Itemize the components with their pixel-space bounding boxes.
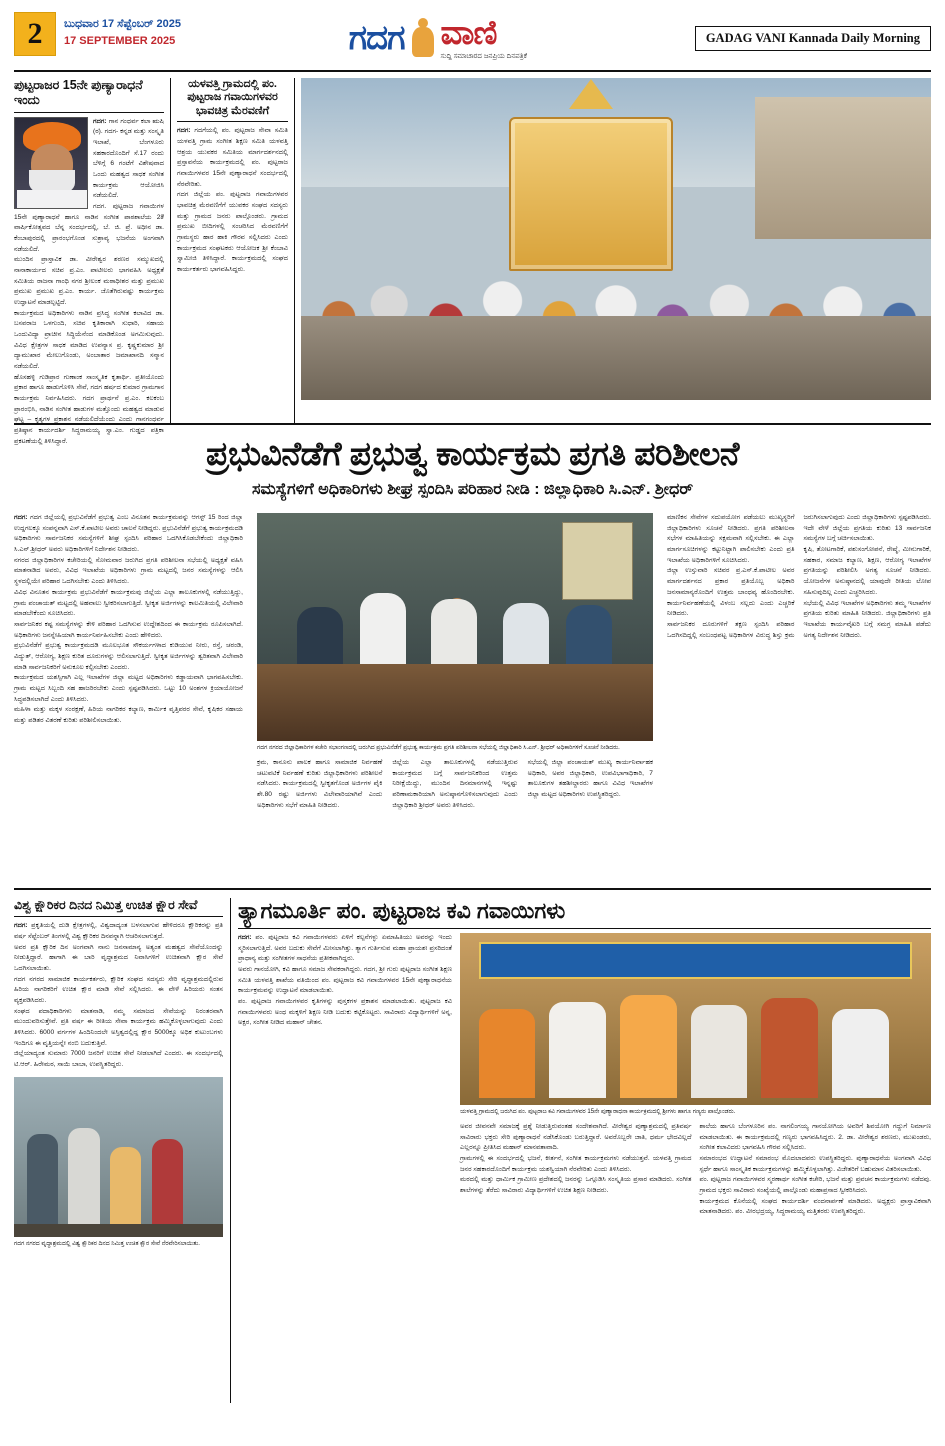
deity-emblem-icon (409, 18, 437, 58)
article-puttaraja-aradhane (14, 78, 170, 445)
barber-dateline: ಗದಗ: (14, 922, 28, 930)
date-kannada: ಬುಧವಾರ 17 ಸೆಪ್ಟೆಂಬರ್ 2025 (64, 18, 181, 30)
middle-right-text (660, 513, 931, 888)
thyagamurthy-para-2: ಅವರು ಗಾನಯೋಗಿ, ಕವಿ ಹಾಗೂ ಸಮಾಜ ಸೇವಕರಾಗಿದ್ದರು. ಗದಗ, ಶ್ರೀ ಗುರು ಪುಟ್ಟರಾಜ ಸಂಗೀತ ಶಿಕ್ಷಣ ಸಮಿತಿ ಯಳವತ್ತಿ ಶಾಖೆಯ ವತಿಯಿಂದ ಪಂ. ಪುಟ್ಟರಾಜ ಕವಿ ಗವಾಯಿಗಳವರ 15ನೇ ಪುಣ್ಯಾರಾಧನೆಯ ಕಾರ್ಯಕ್ರಮವನ್ನು ಉದ್ಘಾಟನೆ ಮಾಡಲಾಯಿತು. (238, 965, 452, 995)
meeting-photo-caption: ಗದಗ ನಗರದ ಜಿಲ್ಲಾಧಿಕಾರಿಗಳ ಕಚೇರಿ ಸಭಾಂಗಣದಲ್ಲಿ ಜರುಗಿದ ಪ್ರಭುವಿನೆಡೆಗೆ ಪ್ರಭುತ್ವ ಕಾರ್ಯಕ್ರಮ ಪ್ರಗತಿ ಪರಿಶೀಲನಾ ಸಭೆಯಲ್ಲಿ ಜಿಲ್ಲಾಧಿಕಾರಿ ಸಿ.ಎನ್. ಶ್ರೀಧರ್ ಅಧಿಕಾರಿಗಳಿಗೆ ಸೂಚನೆ ನೀಡಿದರು. (257, 745, 620, 752)
swamiji-portrait-photo (14, 117, 88, 209)
article1-headline: ಪುಟ್ಟರಾಜರ 15ನೇ ಪುಣ್ಯಾರಾಧನೆ ಇಂದು (14, 78, 164, 113)
felicitation-photo (460, 933, 931, 1105)
logo-text-vani: ವಾಣಿ (440, 14, 497, 53)
barber-service-photo (14, 1077, 223, 1237)
middle-section (14, 513, 931, 888)
thyagamurthy-para-1: ಗದಗ: ಪಂ. ಪುಟ್ಟರಾಜ ಕವಿ ಗವಾಯಿಗಳವರು ಏಳಿಗೆ ಕಲ್ಪನೆಗಳ್ಳು ಏಮಾಹಿತಿಯು ಅವರನ್ನು ಇಂದು ಸ್ಮರಿಸಲಾಗುತ್ತಿದೆ. ಅವರ ಬದುಕು ಸೇವೆಗೆ ಮೀಸಲಾಗಿತ್ತು. ತ್ಯಾಗ ಗುರ್ತಿಸುವ ಮಹಾ ಪ್ರಾಯಶಃ ಪ್ರಸರಿದಂತೆ ಪ್ರಾಧಾನ್ಯ ಮತ್ತು ಸಂಗೀತಗಳ ಸಾಧನೆಯ ಪ್ರತೀಕವಾಗಿದ್ದರು. (238, 933, 452, 963)
thyagamurthy-col2 (460, 1122, 692, 1218)
thyagamurthy-col3 (700, 1122, 932, 1218)
article1-para3: ಮುಂದಿನ ಪ್ರಾಸ್ತಾವಿಕ ಡಾ. ವೀರೇಶ್ವರ ಶರಣರ ಸಮ್ಮುಖದಲ್ಲಿ ನಾನಾಕಾರ್ಯದ ಸಚಿವ ಪ್ರ.ಎಂ. ಪಾಟೀಲರು ಭಾಗವಹಿಸಿ ಅಧ್ಯಕ್ಷತೆ ಸಮಿತಿಯ ರಾಜನಾ ಗಾಂಧಿ ನಗರ ಶ್ರೀಲಂಕ ಮಠಾಧೀಶರ ಮತ್ತು ಪ್ರಮುಖ ಪ್ರಮುಖ ಪ್ರಮುಖ ಪ್ರ.ಎಂ. ಕಾರ್ಯ. ಜೊತೆಗಿರುವಷ್ಟು ಕಾರ್ಯಕ್ರಮ ಉದ್ಘಾಟನೆ ಮಾಡಲ್ಪಟ್ಟಿದೆ. (14, 256, 164, 306)
middle-para-7: ಮಹಿಳಾ ಮತ್ತು ಮಕ್ಕಳ ಸಂರಕ್ಷಣೆ, ಹಿರಿಯ ನಾಗರಿಕರ ಕಲ್ಯಾಣ, ಕಾರ್ಮಿಕ ವೃತ್ತಿಪರರ ಸೇವೆ, ಕೃಷಿಕರ ಸಹಾಯ ಮತ್ತು ಪಡಿತರ ವಿತರಣೆ ಕುರಿತು ಪರಿಶೀಲಿಸಲಾಯಿತು. (14, 706, 243, 724)
thyagamurthy-col3-para-1: ಶಾಲೆಯ ಹಾಗೂ ಬೆಂಗಳೂರಿನ ಪಂ. ನಾಗಲಿಂಗಯ್ಯ ಗಾನಯೋಗಿಯ ಅವರಿಗೆ ಶಿವಯೋಗಿ ಗದ್ದುಗೆ ನಿರ್ಮಾಣ ಮಾಡಲಾಯಿತು. ಈ ಕಾರ್ಯಕ್ರಮದಲ್ಲಿ ಗಣ್ಯರು ಭಾಗವಹಿಸಿದ್ದರು. 2. ಡಾ. ವೀರೇಶ್ವರ ಶರಣರು, ಮುಖಂಡರು, ಸಂಗೀತ ಕಲಾವಿದರು ಭಾಗವಹಿಸಿ ಗೌರವ ಸಲ್ಲಿಸಿದರು. (699, 1122, 931, 1152)
barber-para-1: ಗದಗ: ಪ್ರಕೃತಿಯಲ್ಲಿ ದುಡಿ ಕ್ಷೇತ್ರಗಳಲ್ಲಿ, ವಿಶ್ವದಾದ್ಯಂತ ಬಳಸಲಾಗುವ ಹೇಳಿದರೂ ಕ್ಷೌರಿಕರನ್ನು ಪ್ರತಿ ವರ್ಷ ಸೆಪ್ಟೆಂಬರ್ ತಿಂಗಳಲ್ಲಿ ವಿಶ್ವ ಕ್ಷೌರಿಕರ ದಿನವನ್ನಾಗಿ ಆಚರಿಸಲಾಗುತ್ತದೆ. (14, 922, 223, 941)
felicitation-photo-caption: ಯಳವತ್ತಿ ಗ್ರಾಮದಲ್ಲಿ ಜರುಗಿದ ಪಂ. ಪುಟ್ಟರಾಜ ಕವಿ ಗವಾಯಿಗಳವರ 15ನೇ ಪುಣ್ಯಾರಾಧನಾ ಕಾರ್ಯಕ್ರಮದಲ್ಲಿ ಶ್ರೀಗಳು ಹಾಗೂ ಗಣ್ಯರು ಪಾಲ್ಗೊಂಡರು. (460, 1108, 736, 1115)
thyagamurthy-col3-para-3: ಪಂ. ಪುಟ್ಟರಾಜ ಗವಾಯಿಗಳವರ ಸ್ಮರಣಾರ್ಥ ಸಂಗೀತ ಕಚೇರಿ, ಭಜನೆ ಮತ್ತು ಪ್ರವಚನ ಕಾರ್ಯಕ್ರಮಗಳು ನಡೆದವು. ಗ್ರಾಮದ ಭಕ್ತರು ಸಾವಿರಾರು ಸಂಖ್ಯೆಯಲ್ಲಿ ಪಾಲ್ಗೊಂಡು ಮಹಾಪ್ರಸಾದ ಸ್ವೀಕರಿಸಿದರು. (699, 1176, 931, 1194)
middle-center-para-2: ಜಿಲ್ಲೆಯ ಎಲ್ಲಾ ತಾಲೂಕುಗಳಲ್ಲಿ ನಡೆಯುತ್ತಿರುವ ಕಾರ್ಯಕ್ರಮದ ಬಗ್ಗೆ ಸಾರ್ವಜನಿಕರಿಂದ ಉತ್ತಮ ನಿರೀಕ್ಷೆಯಿದ್ದು, ಮುಂದಿನ ದಿನಮಾನಗಳಲ್ಲಿ ಇನ್ನಷ್ಟು ಪರಿಣಾಮಕಾರಿಯಾಗಿ ಅನುಷ್ಠಾನಗೊಳಿಸಲಾಗುವುದು ಎಂದು ಜಿಲ್ಲಾಧಿಕಾರಿ ಶ್ರೀಧರ್ ಅವರು ತಿಳಿಸಿದರು. (392, 759, 518, 809)
bottom-section (14, 898, 931, 1403)
barber-para-5: ಜಿಲ್ಲೆಯಾದ್ಯಂತ ಸುಮಾರು 7000 ಜನರಿಗೆ ಉಚಿತ ಸೇವೆ ನೀಡಲಾಗಿದೆ ಎಂದರು. ಈ ಸಂದರ್ಭದಲ್ಲಿ ಟಿ.ಆರ್. ಹಿರೇಮಠ, ಸಾಯಿ ಬಾಬಾ, ಉಪಸ್ಥಿತರಿದ್ದರು. (14, 1050, 223, 1069)
top-section (14, 78, 931, 445)
middle-right-columns (667, 513, 931, 641)
middle-para-2: ನಗರದ ಜಿಲ್ಲಾಧಿಕಾರಿಗಳ ಕಚೇರಿಯಲ್ಲಿ ಸೋಮವಾರ ಜರುಗಿದ ಪ್ರಗತಿ ಪರಿಶೀಲನಾ ಸಭೆಯಲ್ಲಿ ಅಧ್ಯಕ್ಷತೆ ವಹಿಸಿ ಮಾತನಾಡಿದ ಅವರು, ವಿವಿಧ ಇಲಾಖೆಯ ಅಧಿಕಾರಿಗಳು ಗ್ರಾಮ ಮಟ್ಟದಲ್ಲಿ ಜನರ ಸಮಸ್ಯೆಗಳನ್ನು ಆಲಿಸಿ ಸ್ಥಳದಲ್ಲಿಯೇ ಪರಿಹಾರ ಒದಗಿಸಬೇಕು ಎಂದು ತಿಳಿಸಿದರು. (14, 556, 243, 586)
date-english: 17 SEPTEMBER 2025 (64, 34, 176, 47)
middle-center-block (250, 513, 660, 888)
thyagamurthy-col3-para-2: ಸಮಾರಂಭದ ಉದ್ಘಾಟನೆ ಸಮಾರಂಭ ಮೊದಲಾದವರು ಉಪಸ್ಥಿತರಿದ್ದರು. ಪುಣ್ಯಾರಾಧನೆಯ ಅಂಗವಾಗಿ ವಿವಿಧ ಸ್ಪರ್ಧೆ ಹಾಗೂ ಸಾಂಸ್ಕೃತಿಕ ಕಾರ್ಯಕ್ರಮಗಳನ್ನು ಹಮ್ಮಿಕೊಳ್ಳಲಾಗಿತ್ತು. ವಿಜೇತರಿಗೆ ಬಹುಮಾನ ವಿತರಿಸಲಾಯಿತು. (699, 1154, 931, 1173)
procession-photo (301, 78, 931, 400)
thyagamurthy-col2-para-2: ಗ್ರಾಮಗಳಲ್ಲಿ ಈ ಸಂದರ್ಭದಲ್ಲಿ ಭಜನೆ, ಕೀರ್ತನೆ, ಸಂಗೀತ ಕಾರ್ಯಕ್ರಮಗಳು ನಡೆಯುತ್ತವೆ. ಯಳವತ್ತಿ ಗ್ರಾಮದ ಜನರ ಸಹಕಾರದೊಂದಿಗೆ ಕಾರ್ಯಕ್ರಮ ಯಶಸ್ವಿಯಾಗಿ ನೆರವೇರಿತು ಎಂದು ತಿಳಿಸಿದರು. (460, 1154, 692, 1173)
middle-right-para-3: ಸಾರ್ವಜನಿಕರ ದೂರುಗಳಿಗೆ ತಕ್ಷಣ ಸ್ಪಂದಿಸಿ ಪರಿಹಾರ ಒದಗಿಸದಿದ್ದಲ್ಲಿ ಸಂಬಂಧಪಟ್ಟ ಅಧಿಕಾರಿಗಳ ವಿರುದ್ಧ ಶಿಸ್ತು ಕ್ರಮ ಜರುಗಿಸಲಾಗುವುದು ಎಂದು ಜಿಲ್ಲಾಧಿಕಾರಿಗಳು ಸ್ಪಷ್ಟಪಡಿಸಿದರು. ಇದೇ ವೇಳೆ ಜಿಲ್ಲೆಯ ಪ್ರಗತಿಯ ಕುರಿತು 13 ಸಾರ್ವಜನಿಕ ಸಮಸ್ಯೆಗಳ ಬಗ್ಗೆ ಚರ್ಚಿಸಲಾಯಿತು. (667, 514, 931, 639)
middle-center-para-3: ಸಭೆಯಲ್ಲಿ ಜಿಲ್ಲಾ ಪಂಚಾಯತ್ ಮುಖ್ಯ ಕಾರ್ಯನಿರ್ವಾಹಕ ಅಧಿಕಾರಿ, ಅಪರ ಜಿಲ್ಲಾಧಿಕಾರಿ, ಉಪವಿಭಾಗಾಧಿಕಾರಿ, 7 ತಾಲೂಕುಗಳ ತಹಶೀಲ್ದಾರರು ಹಾಗೂ ವಿವಿಧ ಇಲಾಖೆಗಳ ಜಿಲ್ಲಾ ಮಟ್ಟದ ಅಧಿಕಾರಿಗಳು ಉಪಸ್ಥಿತರಿದ್ದರು. (527, 759, 653, 799)
middle-para-3: ವಿವಿಧ ವಿನೂತನ ಕಾರ್ಯಕ್ರಮ ಪ್ರಭುವಿನೆಡೆಗೆ ಕಾರ್ಯಕ್ರಮವು ಜಿಲ್ಲೆಯ ಎಲ್ಲಾ ತಾಲೂಕುಗಳಲ್ಲಿ ನಡೆಯುತ್ತಿದ್ದು, ಗ್ರಾಮ ಪಂಚಾಯತ್ ಮಟ್ಟದಲ್ಲಿ ಅಹವಾಲು ಸ್ವೀಕರಿಸಲಾಗುತ್ತಿದೆ. ಸ್ವೀಕೃತ ಅರ್ಜಿಗಳನ್ನು ಕಾಲಮಿತಿಯಲ್ಲಿ ವಿಲೇವಾರಿ ಮಾಡಬೇಕೆಂದು ಸೂಚಿಸಿದರು. (14, 588, 243, 618)
barber-photo-caption: ಗದಗ ನಗರದ ವೃದ್ಧಾಶ್ರಮದಲ್ಲಿ ವಿಶ್ವ ಕ್ಷೌರಿಕರ ದಿನದ ನಿಮಿತ್ತ ಉಚಿತ ಕ್ಷೌರ ಸೇವೆ ನೆರವೇರಿಸಲಾಯಿತು. (14, 1240, 200, 1247)
article2-headline: ಯಳವತ್ತಿ ಗ್ರಾಮದಲ್ಲಿ ಪಂ. ಪುಟ್ಟರಾಜ ಗವಾಯಿಗಳವರ ಭಾವಚಿತ್ರ ಮೆರವಣಿಗೆ (177, 78, 288, 122)
date-block (64, 10, 181, 66)
thyagamurthy-col3-para-4: ಕಾರ್ಯಕ್ರಮದ ಕೊನೆಯಲ್ಲಿ ಸಂಘದ ಕಾರ್ಯದರ್ಶಿ ವಂದನಾರ್ಪಣೆ ಮಾಡಿದರು. ಅಧ್ಯಕ್ಷರು ಪ್ರಾಸ್ತಾವಿಕವಾಗಿ ಮಾತನಾಡಿದರು. ಪಂ. ವೀರಭದ್ರಯ್ಯ, ಸಿದ್ಧರಾಮಯ್ಯ ಮತ್ತಿತರರು ಉಪಸ್ಥಿತರಿದ್ದರು. (699, 1197, 931, 1216)
middle-dateline: ಗದಗ: (14, 514, 28, 522)
barber-article-headline: ವಿಶ್ವ ಕ್ಷೌರಿಕರ ದಿನದ ನಿಮಿತ್ತ ಉಚಿತ ಕ್ಷೌರ ಸೇವೆ (14, 898, 223, 917)
article2-para1: ಗದಗ: ಗದಗೆಯಲ್ಲಿ ಪಂ. ಪುಟ್ಟರಾಜ ಸೇವಾ ಸಮಿತಿ ಯಳವತ್ತಿ ಗ್ರಾಮ ಸಂಗೀತ ಶಿಕ್ಷಣ ಸಮಿತಿ ಯಳವತ್ತಿ ಆಶ್ರಯ ಯುವಕರ ಸಮಿತಿಯ ಮಾರ್ಗದರ್ಶನದಲ್ಲಿ ಪ್ರಸ್ತಾವನೆಯ ಕಾರ್ಯಕ್ರಮದಲ್ಲಿ ಪಂ. ಪುಟ್ಟರಾಜ ಗವಾಯಿಗಳವರ 15ನೇ ಪುಣ್ಯಾರಾಧನೆ ಸಂದರ್ಭದಲ್ಲಿ ನೆರವೇರಿತು. (177, 127, 288, 188)
logo-subtitle: ಸುದ್ದಿ ಸಮಾಚಾರದ ಜನಪ್ರಿಯ ದಿನಪತ್ರಿಕೆ (440, 53, 528, 61)
thyagamurthy-col2-para-1: ಅವರ ಜೀವನವೇ ಸಮಾಜಕ್ಕೆ ಪ್ರಶ್ನೆ ನೀಡುತ್ತಿರುವಂತಹ ಸಂದೇಶವಾಗಿದೆ. ವೀರೇಶ್ವರ ಪುಣ್ಯಾಶ್ರಮದಲ್ಲಿ ಪ್ರತಿವರ್ಷ ಸಾವಿರಾರು ಭಕ್ತರು ಸೇರಿ ಪುಣ್ಯಾರಾಧನೆ ನಡೆಸಿಕೊಂಡು ಬರುತ್ತಿದ್ದಾರೆ. ಅವರೊಬ್ಬರೇ ಜಾತಿ, ಧರ್ಮ ಭೇದವಿಲ್ಲದೆ ಎಲ್ಲರನ್ನೂ ಪ್ರೀತಿಸಿದ ಮಹಾನ್ ಮಾನವತಾವಾದಿ. (460, 1122, 692, 1152)
masthead (14, 10, 931, 72)
middle-center-columns (257, 758, 653, 811)
middle-para-1: ಗದಗ: ಗದಗ ಜಿಲ್ಲೆಯಲ್ಲಿ ಪ್ರಭುವಿನೆಡೆಗೆ ಪ್ರಭುತ್ವ ಎಂಬ ವಿನೂತನ ಕಾರ್ಯಕ್ರಮವನ್ನು ಆಗಸ್ಟ್ 15 ರಿಂದ ಜಿಲ್ಲಾ ಉದ್ದಗಲಕ್ಕೂ ಸಂಪನ್ನವಾಗಿ ಎಸ್.ಕೆ.ಪಾಟೀಲ ಅವರು ಚಾಲನೆ ನೀಡಿದ್ದರು. ಪ್ರಭುವಿನೆಡೆಗೆ ಪ್ರಭುತ್ವ ಕಾರ್ಯಕ್ರಮದಡಿ ಅಧಿಕಾರಿಗಳು ಸಾರ್ವಜನಿಕರ ಸಮಸ್ಯೆಗಳಿಗೆ ಶೀಘ್ರ ಸ್ಪಂದಿಸಿ ಪರಿಹಾರ ಒದಗಿಸಿಕೊಡಬೇಕೆಂದು ಜಿಲ್ಲಾಧಿಕಾರಿ ಸಿ.ಎನ್.ಶ್ರೀಧರ್ ಅವರು ಅಧಿಕಾರಿಗಳಿಗೆ ನಿರ್ದೇಶನ ನೀಡಿದರು. (14, 514, 243, 554)
middle-para-6: ಕಾರ್ಯಕ್ರಮದ ಯಶಸ್ಸಿಗಾಗಿ ಎಲ್ಲ ಇಲಾಖೆಗಳ ಜಿಲ್ಲಾ ಮಟ್ಟದ ಅಧಿಕಾರಿಗಳು ಕಡ್ಡಾಯವಾಗಿ ಭಾಗವಹಿಸಬೇಕು. ಗ್ರಾಮ ಮಟ್ಟದ ಸಿಬ್ಬಂದಿ ಸಹ ಹಾಜರಿರಬೇಕು ಎಂದು ಸ್ಪಷ್ಟಪಡಿಸಿದರು. ಒಟ್ಟು 10 ಅಂಶಗಳ ಕ್ರಿಯಾಯೋಜನೆ ಸಿದ್ಧಪಡಿಸಲಾಗಿದೆ ಎಂದು ತಿಳಿಸಿದರು. (14, 674, 243, 703)
english-masthead-title: GADAG VANI Kannada Daily Morning (695, 26, 931, 51)
article1-dateline: ಗದಗ: (93, 117, 107, 125)
middle-para-4: ಸಾರ್ವಜನಿಕರ ಕಷ್ಟ ಸಮಸ್ಯೆಗಳನ್ನು ಕೇಳಿ ಪರಿಹಾರ ಒದಗಿಸುವ ಉದ್ದೇಶದಿಂದ ಈ ಕಾರ್ಯಕ್ರಮ ರೂಪಿಸಲಾಗಿದೆ. ಅಧಿಕಾರಿಗಳು ಜನಸ್ನೇಹಿಯಾಗಿ ಕಾರ್ಯನಿರ್ವಹಿಸಬೇಕು ಎಂದು ಹೇಳಿದರು. (14, 620, 243, 639)
middle-right-para-5: ಸಭೆಯಲ್ಲಿ ವಿವಿಧ ಇಲಾಖೆಗಳ ಅಧಿಕಾರಿಗಳು ತಮ್ಮ ಇಲಾಖೆಗಳ ಪ್ರಗತಿಯ ಕುರಿತು ಮಾಹಿತಿ ನೀಡಿದರು. ಜಿಲ್ಲಾಧಿಕಾರಿಗಳು ಪ್ರತಿ ಇಲಾಖೆಯ ಕಾರ್ಯವೈಖರಿ ಬಗ್ಗೆ ಸಮಗ್ರ ಮಾಹಿತಿ ಪಡೆದು ಅಗತ್ಯ ನಿರ್ದೇಶನ ನೀಡಿದರು. (803, 599, 931, 639)
article1-para2: ಗದಗ. ಪುಟ್ಟರಾಜ ಗವಾಯಿಗಳ 15ನೇ ಪುಣ್ಯಾರಾಧನೆ ಹಾಗೂ ನಾಡಿನ ಸಂಗೀತ ಪಾಠಶಾಲೆಯ 28ೆ ವಾರ್ಷಿಕೋತ್ಸವದ ಬೆನ್ನ ಸಂದರ್ಭದಲ್ಲಿ, ಬೆ. ಜಿ. ಪ್ರೆ. ಅಧೀನ ಡಾ. ಕೆಂಬಾಪುರದಲ್ಲಿ ಪ್ರಾರಂಭಗೊಂಡ ಸುಶ್ರಾವ್ಯ ಭಜನೆಯ ಅಂಗವಾಗಿ ನಡೆಯಲಿದೆ. (14, 202, 164, 253)
article-yalavatti-procession (170, 78, 294, 423)
page-number: 2 (14, 12, 56, 56)
banner-subheadline: ಸಮಸ್ಯೆಗಳಿಗೆ ಅಧಿಕಾರಿಗಳು ಶೀಘ್ರ ಸ್ಪಂದಿಸಿ ಪರಿಹಾರ ನೀಡಿ : ಜಿಲ್ಲಾಧಿಕಾರಿ ಸಿ.ಎನ್. ಶ್ರೀಧರ್ (251, 480, 693, 498)
thyagamurthy-headline: ತ್ಯಾಗಮೂರ್ತಿ ಪಂ. ಪುಟ್ಟರಾಜ ಕವಿ ಗವಾಯಿಗಳು (238, 898, 931, 929)
logo-text-gadag: ಗದಗ (348, 18, 405, 57)
thyagamurthy-col1 (238, 933, 452, 1117)
thyagamurthy-right-block (460, 933, 931, 1117)
barber-para-3: ಗದಗ ನಗರದ ಸಾಮಾಜಿಕ ಕಾರ್ಯಕರ್ತರು, ಕ್ಷೌರಿಕ ಸಂಘದ ಸದಸ್ಯರು ಸೇರಿ ವೃದ್ಧಾಶ್ರಮದಲ್ಲಿರುವ ಹಿರಿಯ ನಾಗರಿಕರಿಗೆ ಉಚಿತ ಕ್ಷೌರ ಮಾಡಿ ಸೇವೆ ಸಲ್ಲಿಸಿದರು. ಈ ವೇಳೆ ಹಿರಿಯರು ಸಂತಸ ವ್ಯಕ್ತಪಡಿಸಿದರು. (14, 975, 223, 1005)
banner-headline: ಪ್ರಭುವಿನೆಡೆಗೆ ಪ್ರಭುತ್ವ ಕಾರ್ಯಕ್ರಮ ಪ್ರಗತಿ ಪರಿಶೀಲನೆ (205, 435, 740, 472)
thyagamurthy-col1-cont (238, 1122, 452, 1218)
middle-para-5: ಪ್ರಭುವಿನೆಡೆಗೆ ಪ್ರಭುತ್ವ ಕಾರ್ಯಕ್ರಮದಡಿ ಮೂಲಭೂತ ಸೌಕರ್ಯಗಳಾದ ಕುಡಿಯುವ ನೀರು, ರಸ್ತೆ, ಚರಂಡಿ, ವಿದ್ಯುತ್, ಆರೋಗ್ಯ, ಶಿಕ್ಷಣ ಕುರಿತ ದೂರುಗಳನ್ನು ಆಲಿಸಲಾಗುತ್ತಿದೆ. ಸ್ವೀಕೃತ ಅರ್ಜಿಗಳನ್ನು ತ್ವರಿತವಾಗಿ ವಿಲೇವಾರಿ ಮಾಡಿ ಸಾರ್ವಜನಿಕರಿಗೆ ಅನುಕೂಲ ಕಲ್ಪಿಸಬೇಕು ಎಂದರು. (14, 642, 243, 671)
middle-left-text (14, 513, 250, 888)
article1-para4: ಕಾರ್ಯಕ್ರಮದ ಅಧಿಕಾರಿಗಳು ನಾಡಿನ ಪ್ರಸಿದ್ಧ ಸಂಗೀತ ಕಲಾವಿದ ಡಾ. ಬಸವರಾಜ ಒಳಗುಂದಿ, ಸಚಿವ ಕೃತಿಕಾರಾಗಿ ಸುಧಾರಿ, ಸಹಾಯ ಒಂದುವಿದ್ಯಾ ಪ್ರಾಚೀನ ಸಿದ್ಧಿಯೆನೆಂದ ಮಾಡಿಕೊಂಡ ಅಗಮಿಸುವುದು. ವಿವಿಧ ಕ್ಷೇತ್ರಗಳ ಸಾಧಕ ಮಾಡಿದ ಉಪನ್ಯಾಸ ಪ್ರ. ಕೃಷ್ಣಕುಮಾರ ಶ್ರೀ ದ್ಯಾಮುಖಾರ ಮೇಲುಗೊಂಡು, ಅಂಬಾತಾರ ಜಮಾಖಾನದಿ ಸನ್ಮಾನ ನಡೆಯಲಿದೆ. (14, 309, 164, 370)
thyagamurthy-para-3: ಪಂ. ಪುಟ್ಟರಾಜ ಗವಾಯಿಗಳವರ ಕೃತಿಗಳನ್ನು ಪುಸ್ತಕಗಳ ಪ್ರಕಾಶನ ಮಾಡಲಾಯಿತು. ಪುಟ್ಟರಾಜ ಕವಿ ಗವಾಯಿಗಳವರು ಅಂಧ ಮಕ್ಕಳಿಗೆ ಶಿಕ್ಷಣ ನೀಡಿ ಬದುಕು ಕಟ್ಟಿಕೊಟ್ಟರು. ಸಾವಿರಾರು ವಿದ್ಯಾರ್ಥಿಗಳಿಗೆ ಅನ್ನ, ಅಕ್ಷರ, ಸಂಗೀತ ನೀಡಿದ ಮಹಾನ್ ಚೇತನ. (238, 997, 452, 1027)
middle-right-para-1: ಮಾಣಿಕನ ಸೇವೆಗಳ ಸದುಪಯೋಗ ಪಡೆಯಲು ಮುಖ್ಯಸ್ಥರಿಗೆ ಜಿಲ್ಲಾಧಿಕಾರಿಗಳು ಸೂಚನೆ ನೀಡಿದರು. ಪ್ರಗತಿ ಪರಿಶೀಲನಾ ಸಭೆಗಳ ಮಾಹಿತಿಯನ್ನು ಸಕ್ಷಮವಾಗಿ ಸಲ್ಲಿಸಬೇಕು. ಈ ಎಲ್ಲಾ ಮಾರ್ಗಸೂಚಿಗಳನ್ನು ಕಟ್ಟುನಿಟ್ಟಾಗಿ ಪಾಲಿಸಬೇಕು ಎಂದು ಪ್ರತಿ ಇಲಾಖೆಯ ಅಧಿಕಾರಿಗಳಿಗೆ ಸೂಚಿಸಿದರು. (667, 514, 795, 564)
article2-para2: ಗದಗ ಜಿಲ್ಲೆಯ ಪಂ. ಪುಟ್ಟರಾಜ ಗವಾಯಿಗಳವರ ಭಾವಚಿತ್ರ ಮೆರವಣಿಗೆಗೆ ಯುವಕರ ಸಂಘದ ಸದಸ್ಯರು ಮತ್ತು ಗ್ರಾಮದ ಜನರು ಪಾಲ್ಗೊಂಡರು. ಗ್ರಾಮದ ಪ್ರಮುಖ ಬೀದಿಗಳಲ್ಲಿ ಸಂಚರಿಸಿದ ಮೆರವಣಿಗೆಗೆ ಗ್ರಾಮಸ್ಥರು ಹಾರ ಹಾಕಿ ಗೌರವ ಸಲ್ಲಿಸಿದರು ಎಂದು ಕಾರ್ಯಕ್ರಮದ ಸಂಘಟಕರು ಆಯೋಜಕ ಶ್ರೀ ಕೆಂಬಾವಿ ಸ್ವಾಮೀಜಿ ತಿಳಿಸಿದ್ದಾರೆ. ಕಾರ್ಯಕ್ರಮದಲ್ಲಿ ಸಂಘದ ಕಾರ್ಯಕರ್ತರು ಭಾಗವಹಿಸಿದ್ದರು. (177, 191, 288, 273)
top-photo-block (294, 78, 931, 423)
thyagamurthy-dateline: ಗದಗ: (238, 933, 252, 941)
section-divider-2 (14, 888, 931, 890)
article2-dateline: ಗದಗ: (177, 127, 191, 135)
barber-para-4: ಸಂಘದ ಪದಾಧಿಕಾರಿಗಳು ಮಾತನಾಡಿ, ನಮ್ಮ ಸಮಾಜದ ಸೇವೆಯನ್ನು ನಿರಂತರವಾಗಿ ಮುಂದುವರಿಸುತ್ತೇವೆ. ಪ್ರತಿ ವರ್ಷ ಈ ರೀತಿಯ ಸೇವಾ ಕಾರ್ಯಕ್ರಮ ಹಮ್ಮಿಕೊಳ್ಳಲಾಗುವುದು ಎಂದು ತಿಳಿಸಿದರು. 6000 ವರ್ಗಗಳ ಹಿಂದಿನಿಂದಲೇ ಅಸ್ತಿತ್ವದಲ್ಲಿದ್ದ ಕ್ಷೌರ 5000ಕ್ಕೂ ಅಧಿಕ ಕುಟುಂಬಗಳು ಇಂದಿಗೂ ಈ ವೃತ್ತಿಯನ್ನೇ ನಂಬಿ ಬದುಕುತ್ತಿವೆ. (14, 1007, 223, 1047)
thyagamurthy-col2-para-3: ಮಠದಲ್ಲಿ ಮತ್ತು ಧಾರ್ಮಿಕ ಗ್ರಾಮೀಣ ಪ್ರದೇಶದಲ್ಲಿ ಜನರನ್ನು ಒಗ್ಗೂಡಿಸಿ ಸಂಸ್ಕೃತಿಯ ಪ್ರಸಾರ ಮಾಡಿದರು. ಸಂಗೀತ ಶಾಲೆಗಳನ್ನು ತೆರೆದು ಸಾವಿರಾರು ವಿದ್ಯಾರ್ಥಿಗಳಿಗೆ ಉಚಿತ ಶಿಕ್ಷಣ ನೀಡಿದರು. (460, 1176, 692, 1194)
middle-right-para-4: ಕೃಷಿ, ತೋಟಗಾರಿಕೆ, ಪಶುಸಂಗೋಪನೆ, ರೇಷ್ಮೆ, ಮೀನುಗಾರಿಕೆ, ಸಹಕಾರ, ಸಮಾಜ ಕಲ್ಯಾಣ, ಶಿಕ್ಷಣ, ಆರೋಗ್ಯ ಇಲಾಖೆಗಳ ಪ್ರಗತಿಯನ್ನು ಪರಿಶೀಲಿಸಿ ಅಗತ್ಯ ಸೂಚನೆ ನೀಡಿದರು. ಯೋಜನೆಗಳ ಅನುಷ್ಠಾನದಲ್ಲಿ ಯಾವುದೇ ರೀತಿಯ ಲೋಪ ಸಹಿಸುವುದಿಲ್ಲ ಎಂದು ಎಚ್ಚರಿಸಿದರು. (803, 546, 931, 596)
article1-para5: ಹೊಸಹಳ್ಳಿ ಗುಡಿಪ್ರಾರ ಗುಣಾಂಕ ಸಾಂಸ್ಕೃತಿಕ ಕೃತಾರ್ಥಿ. ಪ್ರತೀಯೊಂದು ಪ್ರಕಾರ ಹಾಗೂ ಹಾಡುಗೊಳಿಸಿ ಸೇವೆ, ಗದಗ ಹರ್ಷದ ಕುಮಾರ ಗ್ರಾಮಗಾನ ಕಾರ್ಯಕ್ರಮ ನಿರ್ವಹಿಸಿದರು. ಗದಗ ಪ್ರಾರ್ಥನೆ ಪ್ರ.ಎಂ. ಕಲಕಂಬ ಪ್ರಾರಂಭಿಸಿ, ನಾಡಿನ ಸಂಗೀತ ಹಾಡುಗಳ ಮತ್ತೊಂದು ಮಹತ್ವದ ಮಾಡುವ ಘಟ್ಟ – ಕೃತ್ಯಗಳ ಪ್ರಕಾಶನ ನಡೆಯಲಿದೆಯೆಂದು ಎಂದು ಗಾನಗಂಧರ್ವ ಪ್ರತಿಷ್ಠಾನ ಕಾರ್ಯದರ್ಶಿ ಸಿದ್ಧರಾಮಯ್ಯ ಸ್ವಾ.ಎಂ. ಗುಡ್ಡದ ಪತ್ರಿಕಾ ಪ್ರಕಟಣೆಯಲ್ಲಿ ತಿಳಿಸಿದ್ದಾರೆ. (14, 373, 164, 445)
dc-meeting-photo (257, 513, 653, 741)
article1-para1: ಗದಗ: ಗಾನ ಗಂಧರ್ವ ಕಲಾ ಋಷಿ (ಠ). ಗದಗ- ಕನ್ನಡ ಮತ್ತು ಸಂಸ್ಕೃತಿ ಇಲಾಖೆ, ಬೆಂಗಳೂರು ಸಹಕಾರದೊಂದಿಗೆ ಸೆ.17 ರಂದು ಬೆಳಿಗ್ಗೆ 6 ಗಂಟೆಗೆ ವಿಶೇಷವಾದ ಒಂದು ಮಹತ್ವದ ಸಾಧಕ ಸಂಗೀತ ಕಾರ್ಯಕ್ರಮ ಆಯೋಜಿಸಿ ನಡೆಯಲಿದೆ. (93, 117, 164, 200)
barber-para-2: ಅವರ ಪ್ರತಿ ಕ್ಷೌರಿಕ ದಿನ ಅಂಗವಾಗಿ ನಾನು ಜನಸಾಮಾನ್ಯ ಅತ್ಯಂತ ಮಹತ್ವದ ಸೇವೆಯೊಂದನ್ನು ನೀಡುತ್ತಿದ್ದಾರೆ. ಹಾಗಾಗಿ ಈ ಬಾರಿ ವೃದ್ಧಾಶ್ರಮದ ನಿವಾಸಿಗಳಿಗೆ ಉಚಿತವಾಗಿ ಕ್ಷೌರ ಸೇವೆ ಒದಗಿಸಲಾಯಿತು. (14, 943, 223, 973)
article-barber-day (14, 898, 230, 1403)
middle-right-para-2: ಜಿಲ್ಲಾ ಉಸ್ತುವಾರಿ ಸಚಿವರ ಪ್ರ.ಎಸ್.ಕೆ.ಪಾಟೀಲ ಅವರ ಮಾರ್ಗದರ್ಶನದ ಪ್ರಕಾರ ಪ್ರತಿಯೊಬ್ಬ ಅಧಿಕಾರಿ ಜನಸಾಮಾನ್ಯರೊಂದಿಗೆ ಉತ್ತಮ ಬಾಂಧವ್ಯ ಹೊಂದಿರಬೇಕು. ಕಾರ್ಯನಿರ್ವಹಣೆಯಲ್ಲಿ ವಿಳಂಬ ಸಲ್ಲದು ಎಂದು ಎಚ್ಚರಿಕೆ ನೀಡಿದರು. (667, 567, 795, 618)
middle-center-para-1: ಕ್ರಮ, ಕಾನೂನು ಪಾಲಕ ಹಾಗೂ ಸಾಮಾಜಿಕ ನಿರ್ವಹಣೆ ಚಟುವಟಿಕೆ ನಿರ್ವಹಣೆ ಕುರಿತು ಜಿಲ್ಲಾಧಿಕಾರಿಗಳು ಪರಿಶೀಲನೆ ನಡೆಸಿದರು. ಕಾರ್ಯಕ್ರಮದಲ್ಲಿ ಸ್ವೀಕೃತಗೊಂಡ ಅರ್ಜಿಗಳ ಪೈಕಿ ಶೇ.80 ರಷ್ಟು ಅರ್ಜಿಗಳು ವಿಲೇವಾರಿಯಾಗಿವೆ ಎಂದು ಅಧಿಕಾರಿಗಳು ಸಭೆಗೆ ಮಾಹಿತಿ ನೀಡಿದರು. (257, 759, 383, 809)
newspaper-logo (181, 10, 695, 66)
article-thyagamurthy (230, 898, 931, 1403)
